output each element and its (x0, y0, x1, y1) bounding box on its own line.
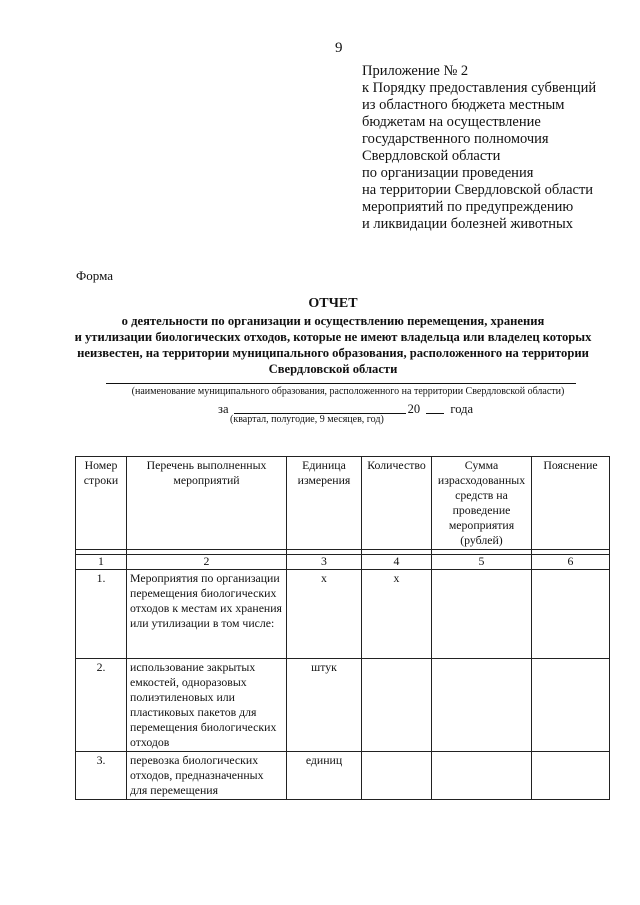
report-subtitle-line: о деятельности по организации и осуществлению перемещения, хранения (121, 314, 545, 328)
appendix-line: к Порядку предоставления субвенций (362, 80, 597, 96)
row-number: 2. (76, 659, 127, 752)
page-number: 9 (335, 40, 343, 56)
appendix-line: мероприятий по предупреждению (362, 199, 574, 215)
appendix-line: из областного бюджета местным (362, 97, 565, 113)
appendix-line: на территории Свердловской области (362, 182, 594, 198)
period-suffix: года (450, 402, 473, 416)
municipality-blank-line (106, 383, 576, 384)
header-cell: Единица измерения (287, 457, 362, 550)
table-header-row (76, 457, 610, 550)
period-caption: (квартал, полугодие, 9 месяцев, год) (230, 414, 384, 425)
header-cell: Перечень выполненных мероприятий (127, 457, 287, 550)
report-subtitle-line: и утилизации биологических отходов, которые не имеют владельца или владелец которых (74, 330, 592, 344)
report-title: ОТЧЕТ (308, 296, 358, 311)
row-amount[interactable] (432, 659, 532, 752)
report-table (75, 456, 610, 800)
row-note[interactable] (532, 570, 610, 659)
header-cell: Пояснение (532, 457, 610, 550)
appendix-line: Приложение № 2 (362, 63, 469, 79)
table-row (76, 659, 610, 752)
row-amount[interactable] (432, 570, 532, 659)
report-subtitle-line: Свердловской области (268, 362, 398, 376)
period-prefix: за (218, 402, 229, 416)
appendix-line: и ликвидации болезней животных (362, 216, 574, 232)
row-number: 3. (76, 752, 127, 800)
form-label: Форма (76, 268, 113, 283)
row-quantity[interactable] (362, 659, 432, 752)
appendix-line: по организации проведения (362, 165, 534, 181)
row-number: 1. (76, 570, 127, 659)
column-number: 1 (76, 555, 127, 570)
row-activity: перевозка биологических отходов, предназначенных для перемещения (127, 752, 287, 800)
year-blank (426, 401, 444, 414)
row-quantity: х (362, 570, 432, 659)
row-activity: Мероприятия по организации перемещения биологических отходов к местам их хранения или утилизации в том числе: (127, 570, 287, 659)
column-number: 4 (362, 555, 432, 570)
period-year: 20 (407, 402, 421, 416)
column-number: 3 (287, 555, 362, 570)
header-cell: Сумма израсходованных средств на проведение мероприятия (рублей) (432, 457, 532, 550)
row-unit: х (287, 570, 362, 659)
table-row (76, 570, 610, 659)
row-amount[interactable] (432, 752, 532, 800)
appendix-block (362, 63, 637, 233)
table-row (76, 752, 610, 800)
column-number: 5 (432, 555, 532, 570)
row-activity: использование закрытых емкостей, одноразовых полиэтиленовых или пластиковых пакетов для перемещения биологических отходов (127, 659, 287, 752)
period-blank (234, 401, 406, 414)
row-unit: штук (287, 659, 362, 752)
report-title-block (60, 296, 606, 377)
column-number: 2 (127, 555, 287, 570)
row-note[interactable] (532, 752, 610, 800)
appendix-line: бюджетам на осуществление (362, 114, 541, 130)
row-unit: единиц (287, 752, 362, 800)
header-cell: Количество (362, 457, 432, 550)
row-note[interactable] (532, 659, 610, 752)
report-subtitle-line: неизвестен, на территории муниципального образования, расположенного на территории (77, 346, 589, 360)
municipality-caption: (наименование муниципального образования, расположенного на территории Свердловской области) (131, 386, 565, 397)
row-quantity[interactable] (362, 752, 432, 800)
appendix-line: государственного полномочия (362, 131, 549, 147)
column-number: 6 (532, 555, 610, 570)
header-cell: Номер строки (76, 457, 127, 550)
column-number-row (76, 555, 610, 570)
appendix-line: Свердловской области (362, 148, 501, 164)
